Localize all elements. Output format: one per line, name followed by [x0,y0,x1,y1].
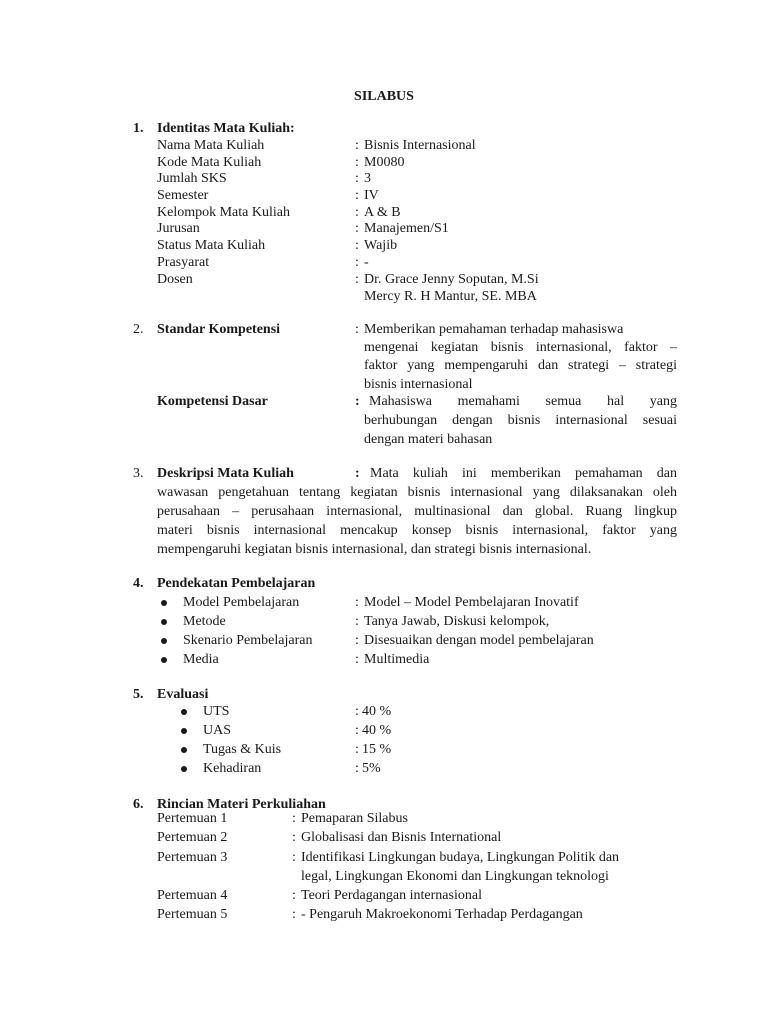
identity-value: Bisnis Internasional [364,138,476,153]
identity-value: M0080 [364,155,405,170]
evaluasi-label: Tugas & Kuis [203,742,282,757]
bullet-icon [161,619,167,625]
identity-colon: : [355,238,359,253]
deskripsi-line: perusahaan – perusahaan internasional, multinasional dan global. Ruang lingkup [157,504,677,519]
identity-colon: : [355,255,359,270]
identity-colon: : [355,155,359,170]
pendekatan-colon: : [355,652,359,667]
evaluasi-label: UAS [203,723,232,738]
section-4-heading: Pendekatan Pembelajaran [157,576,316,591]
kompetensi-line: dengan materi bahasan [364,432,493,447]
pertemuan-label: Pertemuan 3 [157,850,228,865]
identity-value: Manajemen/S1 [364,221,449,236]
section-3-number: 3. [133,466,144,481]
identity-label: Dosen [157,272,193,287]
evaluasi-colon: : [355,723,359,738]
bullet-icon [181,766,187,772]
identity-value: Wajib [364,238,398,253]
standar-line: bisnis internasional [364,377,473,392]
kompetensi-dasar-heading: Kompetensi Dasar [157,394,268,409]
pendekatan-label: Skenario Pembelajaran [183,633,313,648]
pertemuan-colon: : [292,907,296,922]
bullet-icon [181,728,187,734]
section-3-heading: Deskripsi Mata Kuliah [157,466,294,481]
section-1-number: 1. [133,121,144,136]
bullet-icon [161,600,167,606]
identity-colon: : [355,221,359,236]
bullet-icon [181,709,187,715]
identity-label: Kode Mata Kuliah [157,155,262,170]
pendekatan-value: Model – Model Pembelajaran Inovatif [364,595,579,610]
section-3-colon: : [355,466,360,481]
identity-colon: : [355,138,359,153]
identity-colon: : [355,205,359,220]
section-1-heading: Identitas Mata Kuliah: [157,121,295,136]
document-title: SILABUS [354,89,414,104]
section-5-number: 5. [133,687,144,702]
pertemuan-colon: : [292,850,296,865]
identity-label: Semester [157,188,209,203]
pendekatan-label: Metode [183,614,226,629]
pendekatan-value: Disesuaikan dengan model pembelajaran [364,633,594,648]
evaluasi-label: UTS [203,704,230,719]
pertemuan-value-continued: legal, Lingkungan Ekonomi dan Lingkungan teknologi [301,869,609,884]
section-5-heading: Evaluasi [157,687,209,702]
identity-colon: : [355,171,359,186]
kompetensi-dasar-colon: : [355,394,360,409]
pendekatan-label: Media [183,652,219,667]
kompetensi-line: Mahasiswa memahami semua hal yang [369,394,677,409]
pertemuan-label: Pertemuan 5 [157,907,228,922]
pertemuan-colon: : [292,888,296,903]
pertemuan-colon: : [292,830,296,845]
identity-value: 3 [364,171,371,186]
section-2-number: 2. [133,322,144,337]
pendekatan-value: Multimedia [364,652,430,667]
section-2-colon: : [355,322,359,337]
deskripsi-line: Mata kuliah ini memberikan pemahaman dan [370,466,677,481]
bullet-icon [161,657,167,663]
identity-value: IV [364,188,379,203]
pendekatan-colon: : [355,595,359,610]
bullet-icon [161,638,167,644]
identity-label: Status Mata Kuliah [157,238,266,253]
standar-line: Memberikan pemahaman terhadap mahasiswa [364,322,624,337]
pertemuan-value: Pemaparan Silabus [301,811,408,826]
section-4-number: 4. [133,576,144,591]
kompetensi-line: berhubungan dengan bisnis internasional sesuai [364,413,677,428]
evaluasi-value: 5% [362,761,381,776]
identity-label: Jurusan [157,221,200,236]
identity-label: Kelompok Mata Kuliah [157,205,290,220]
pertemuan-value: Identifikasi Lingkungan budaya, Lingkungan Politik dan [301,850,620,865]
section-2-heading: Standar Kompetensi [157,322,281,337]
identity-label: Nama Mata Kuliah [157,138,265,153]
pertemuan-value: Teori Perdagangan internasional [301,888,482,903]
identity-value: Dr. Grace Jenny Soputan, M.Si [364,272,539,287]
deskripsi-line: materi bisnis internasional mencakup konsep bisnis internasional, faktor yang [157,523,677,538]
pertemuan-colon: : [292,811,296,826]
identity-colon: : [355,188,359,203]
deskripsi-line: wawasan pengetahuan tentang kegiatan bisnis internasional yang dilaksanakan oleh [157,485,677,500]
section-6-heading: Rincian Materi Perkuliahan [157,797,326,812]
section-6-number: 6. [133,797,144,812]
pertemuan-value: - Pengaruh Makroekonomi Terhadap Perdagangan [301,907,583,922]
standar-line: mengenai kegiatan bisnis internasional, faktor – [364,340,677,355]
pendekatan-label: Model Pembelajaran [183,595,300,610]
pertemuan-label: Pertemuan 4 [157,888,228,903]
deskripsi-line: mempengaruhi kegiatan bisnis internasional, dan strategi bisnis internasional. [157,542,592,557]
identity-label: Jumlah SKS [157,171,227,186]
evaluasi-label: Kehadiran [203,761,262,776]
standar-line: faktor yang mempengaruhi dan strategi – strategi [364,358,677,373]
evaluasi-value: 40 % [362,704,392,719]
pendekatan-value: Tanya Jawab, Diskusi kelompok, [364,614,550,629]
evaluasi-colon: : [355,761,359,776]
evaluasi-value: 15 % [362,742,392,757]
identity-colon: : [355,272,359,287]
bullet-icon [181,747,187,753]
pendekatan-colon: : [355,633,359,648]
identity-value: - [364,255,369,270]
evaluasi-colon: : [355,742,359,757]
identity-label: Prasyarat [157,255,210,270]
pendekatan-colon: : [355,614,359,629]
pertemuan-label: Pertemuan 1 [157,811,228,826]
pertemuan-label: Pertemuan 2 [157,830,228,845]
pertemuan-value: Globalisasi dan Bisnis International [301,830,502,845]
evaluasi-colon: : [355,704,359,719]
evaluasi-value: 40 % [362,723,392,738]
identity-value-dosen-2: Mercy R. H Mantur, SE. MBA [364,289,537,304]
identity-value: A & B [364,205,401,220]
